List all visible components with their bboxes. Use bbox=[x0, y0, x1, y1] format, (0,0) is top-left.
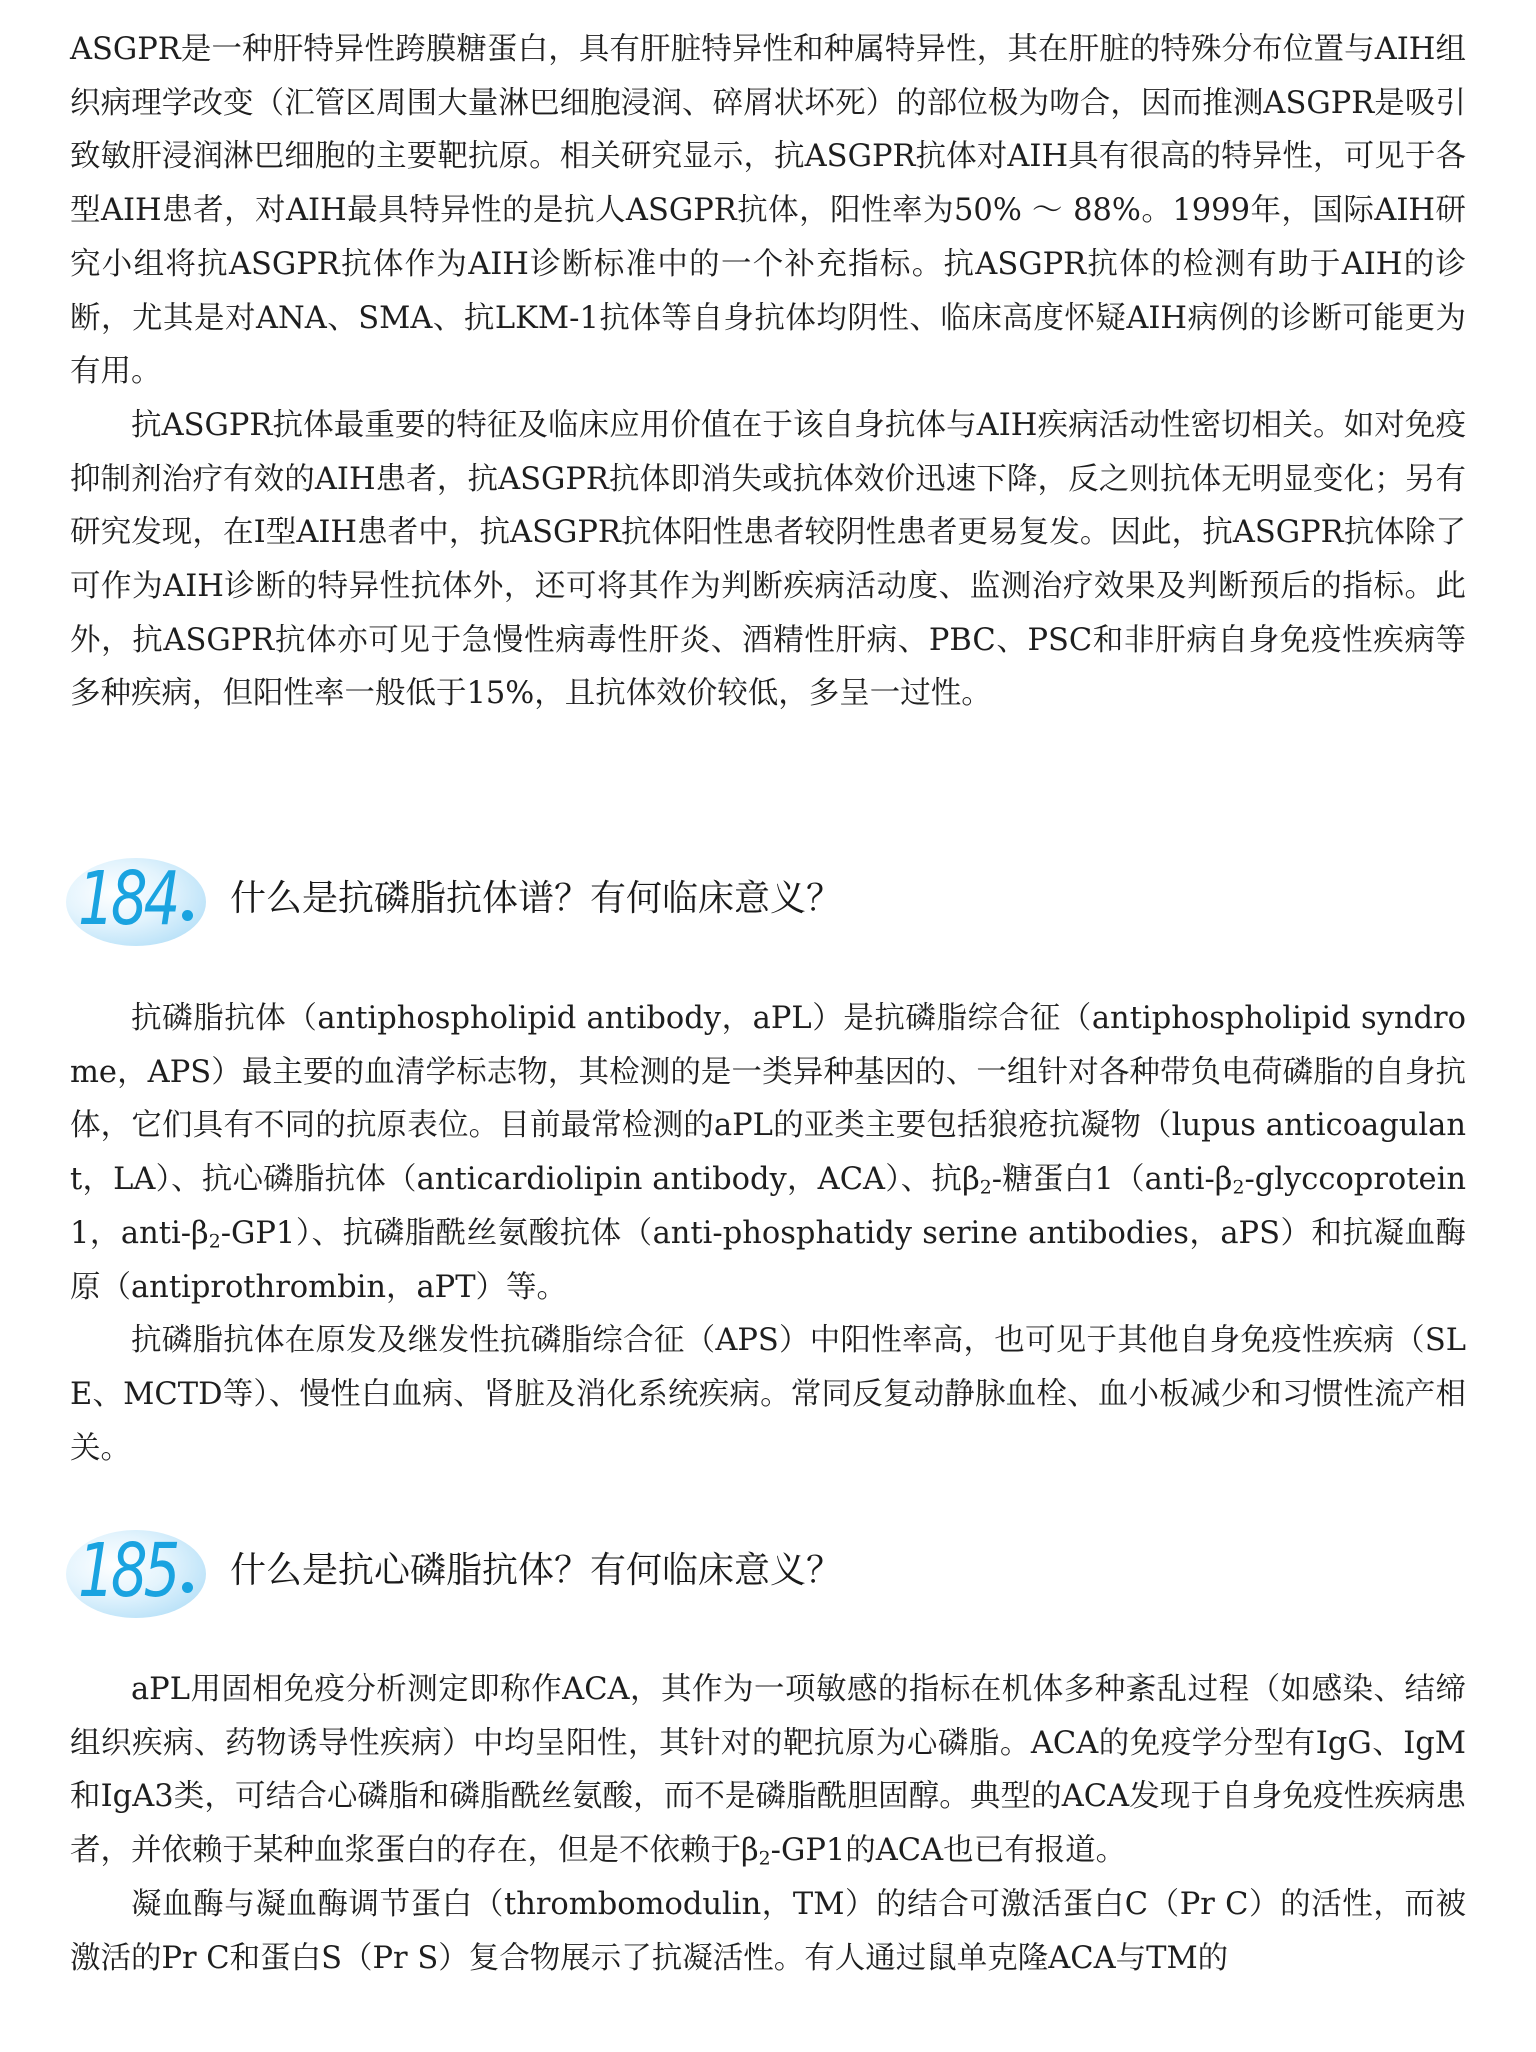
section-title: 什么是抗心磷脂抗体？有何临床意义？ bbox=[230, 1550, 843, 1591]
paragraph: 凝血酶与凝血酶调节蛋白（thrombomodulin，TM）的结合可激活蛋白C（Pr C）的活性，而被激活的Pr C和蛋白S（Pr S）复合物展示了抗凝活性。有人通过鼠单克隆ACA与TM的 bbox=[70, 1886, 1466, 1976]
question-number: 184 bbox=[78, 856, 177, 942]
section-heading-185 bbox=[64, 1520, 1474, 1630]
section-title: 什么是抗磷脂抗体谱？有何临床意义？ bbox=[230, 878, 843, 919]
paragraph: 抗磷脂抗体（antiphospholipid antibody，aPL）是抗磷脂综合征（antiphospholipid syndrome，APS）最主要的血清学标志物，其检测的是一类异种基因的、一组针对各种带负电荷磷脂的自身抗体，它们具有不同的抗原表位。目前最常检测的aPL的亚类主要包括狼疮抗凝物（lupus anticoagulant，LA）、抗心磷脂抗体（anticardiolipin antibody，ACA）、抗$\beta_2-$糖蛋白$1(anti-\beta_2$-glyccoprotein 1，anti-$\beta_2-GP1$）、抗磷脂酰丝氨酸抗体（anti-phosphatidy serine antibodies，aPS）和抗凝血酶原（antiprothrombin，aPT）等。 bbox=[70, 1001, 1466, 1305]
paragraph: ASGPR是一种肝特异性跨膜糖蛋白，具有肝脏特异性和种属特异性，其在肝脏的特殊分布位置与AIH组织病理学改变（汇管区周围大量淋巴细胞浸润、碎屑状坏死）的部位极为吻合，因而推测ASGPR是吸引致敏肝浸润淋巴细胞的主要靶抗原。相关研究显示，抗ASGPR抗体对AIH具有很高的特异性，可见于各型AIH患者，对AIH最具特异性的是抗人ASGPR抗体，阳性率为50% ～ 88%。1999年，国际AIH研究小组将抗ASGPR抗体作为AIH诊断标准中的一个补充指标。抗ASGPR抗体的检测有助于AIH的诊断，尤其是对ANA、SMA、抗LKM-1抗体等自身抗体均阴性、临床高度怀疑AIH病例的诊断可能更为有用。 bbox=[70, 32, 1466, 390]
paragraph: 抗ASGPR抗体最重要的特征及临床应用价值在于该自身抗体与AIH疾病活动性密切相关。如对免疫抑制剂治疗有效的AIH患者，抗ASGPR抗体即消失或抗体效价迅速下降，反之则抗体无明显变化；另有研究发现，在Ⅰ型AIH患者中，抗ASGPR抗体阳性患者较阴性患者更易复发。因此，抗ASGPR抗体除了可作为AIH诊断的特异性抗体外，还可将其作为判断疾病活动度、监测治疗效果及判断预后的指标。此外，抗ASGPR抗体亦可见于急慢性病毒性肝炎、酒精性肝病、PBC、PSC和非肝病自身免疫性疾病等多种疾病，但阳性率一般低于15%，且抗体效价较低，多呈一过性。 bbox=[70, 407, 1466, 712]
intro-section bbox=[70, 23, 1466, 721]
question-number: 185 bbox=[78, 1528, 177, 1614]
paragraph: 抗磷脂抗体在原发及继发性抗磷脂综合征（APS）中阳性率高，也可见于其他自身免疫性疾病（SLE、MCTD等）、慢性白血病、肾脏及消化系统疾病。常同反复动静脉血栓、血小板减少和习惯性流产相关。 bbox=[70, 1323, 1466, 1466]
paragraph: aPL用固相免疫分析测定即称作ACA，其作为一项敏感的指标在机体多种紊乱过程（如感染、结缔组织疾病、药物诱导性疾病）中均呈阳性，其针对的靶抗原为心磷脂。ACA的免疫学分型有IgG、IgM和IgA3类，可结合心磷脂和磷脂酰丝氨酸，而不是磷脂酰胆固醇。典型的ACA发现于自身免疫性疾病患者，并依赖于某种血浆蛋白的存在，但是不依赖于$\beta_2-GP1$的ACA也已有报道。 bbox=[70, 1672, 1466, 1870]
question-number-badge bbox=[64, 848, 212, 954]
section-heading-184 bbox=[64, 848, 1474, 958]
section-185-body bbox=[70, 1663, 1466, 1985]
section-184-body bbox=[70, 992, 1466, 1475]
question-number-badge bbox=[64, 1520, 212, 1626]
